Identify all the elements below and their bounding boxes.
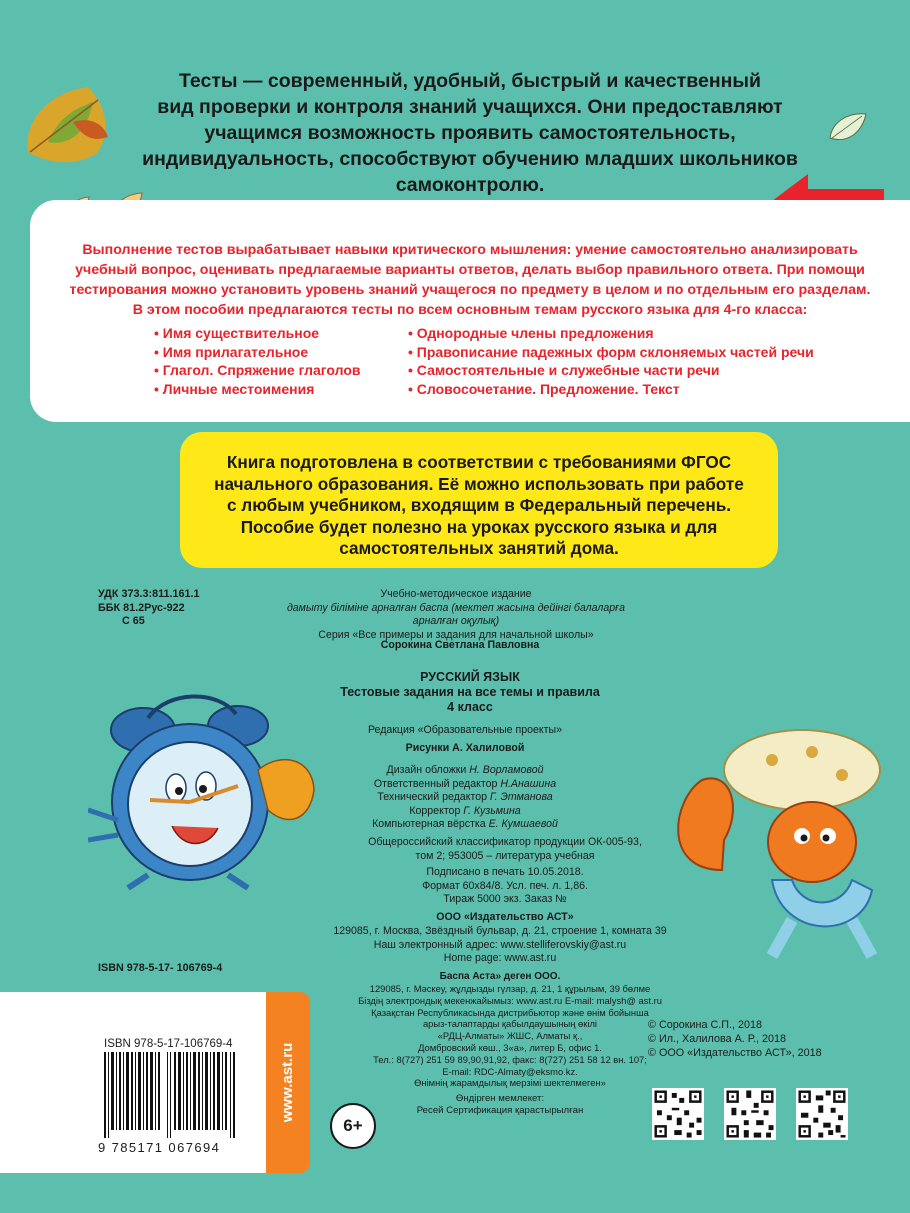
kazakh-line: дамыту бiлiмiне арналған баспа (мектеп жасына дейiнгi балаларға арналған оқулық) bbox=[286, 601, 626, 628]
autumn-leaf-icon bbox=[18, 82, 118, 167]
panel-line: учебный вопрос, оценивать предлагаемые варианты ответов, делать выбор правильного ответа. При помощи bbox=[75, 262, 865, 278]
credit-line: Ответственный редактор Н.Анашина bbox=[373, 777, 557, 790]
kz-line: «РДЦ-Алматы» ЖШС, Алматы қ., bbox=[437, 1030, 583, 1042]
age-rating-badge: 6+ bbox=[330, 1103, 376, 1149]
bbk-code: ББК 81.2Рус-922 bbox=[98, 601, 185, 614]
classifier bbox=[330, 836, 680, 863]
book-subtitle: Тестовые задания на все темы и правила bbox=[340, 685, 600, 699]
edition-type: Учебно-методическое издание bbox=[380, 588, 532, 600]
fgos-text bbox=[190, 452, 768, 560]
topic-item: • Словосочетание. Предложение. Текст bbox=[408, 380, 680, 397]
publisher-line: Home page: www.ast.ru bbox=[443, 952, 557, 965]
intro-line: учащимся возможность проявить самостоятельность, bbox=[204, 122, 736, 144]
topics-left bbox=[154, 324, 360, 398]
credits bbox=[330, 764, 600, 832]
kz-line: Тел.: 8(727) 251 59 89,90,91,92, факс: 8(727) 251 58 12 вн. 107; bbox=[373, 1053, 647, 1065]
alarm-clock-illustration bbox=[88, 690, 324, 890]
fgos-line: Пособие будет полезно на уроках русского языка и для bbox=[240, 516, 718, 537]
intro-text bbox=[120, 68, 820, 198]
udk-code: УДК 373.3:811.161.1 bbox=[98, 588, 200, 600]
panel-line: В этом пособии предлагаются тесты по всем основным темам русского языка для 4-го класса: bbox=[132, 302, 808, 318]
panel-line: Выполнение тестов вырабатывает навыки критического мышления: умение самостоятельно анализировать bbox=[82, 242, 858, 258]
book-grade: 4 класс bbox=[447, 700, 493, 714]
topics-right bbox=[408, 324, 814, 398]
green-leaf-icon bbox=[826, 108, 870, 148]
copyright-line: © Сорокина С.П., 2018 bbox=[648, 1019, 763, 1031]
copyright-block bbox=[648, 1018, 822, 1060]
qr-code-icon bbox=[652, 1088, 704, 1140]
origin-line: Ресей Сертификация қарастырылған bbox=[416, 1105, 584, 1116]
illustrations: Рисунки А. Халиловой bbox=[405, 742, 525, 754]
fgos-line: начального образования. Её можно использовать при работе bbox=[214, 473, 744, 494]
book-title-block bbox=[300, 670, 640, 715]
website-link[interactable] bbox=[266, 992, 310, 1173]
isbn-text: ISBN 978-5-17- 106769-4 bbox=[98, 962, 223, 974]
topic-item: • Глагол. Спряжение глаголов bbox=[154, 362, 361, 379]
topic-item: • Имя прилагательное bbox=[154, 343, 309, 360]
intro-line: индивидуальность, способствуют обучению младших школьников bbox=[142, 148, 798, 170]
info-panel-text bbox=[60, 240, 880, 320]
kz-line: E-mail: RDC-Almaty@eksmo.kz. bbox=[442, 1065, 578, 1077]
kz-line: Домбровский көш., 3«а», литер Б, офис 1. bbox=[418, 1041, 602, 1053]
fgos-line: самостоятельных занятий дома. bbox=[339, 538, 619, 558]
classifier-line: Общероссийский классификатор продукции ОК-005-93, bbox=[368, 836, 642, 848]
print-info bbox=[380, 866, 630, 907]
barcode-icon bbox=[104, 1052, 236, 1138]
barcode-isbn-label: ISBN 978-5-17-106769-4 bbox=[104, 1038, 233, 1050]
qr-code-icon bbox=[796, 1088, 848, 1140]
fgos-line: с любым учебником, входящим в Федеральный перечень. bbox=[226, 495, 732, 515]
copyright-line: © ООО «Издательство АСТ», 2018 bbox=[648, 1047, 822, 1059]
topic-item: • Самостоятельные и служебные части речи bbox=[408, 362, 720, 379]
print-line: Подписано в печать 10.05.2018. bbox=[426, 866, 584, 878]
publisher: ООО «Издательство АСТ» bbox=[436, 911, 574, 923]
topic-item: • Однородные члены предложения bbox=[408, 325, 654, 341]
topic-item: • Имя существительное bbox=[154, 325, 320, 341]
redaction: Редакция «Образовательные проекты» bbox=[367, 724, 563, 736]
print-line: Тираж 5000 экз. Заказ № bbox=[443, 893, 567, 906]
credit-line: Компьютерная вёрстка Е. Кумшаевой bbox=[372, 818, 558, 831]
print-line: Формат 60х84/8. Усл. печ. л. 1,86. bbox=[422, 879, 588, 892]
imprint-header bbox=[272, 588, 640, 642]
panel-line: тестирования можно установить уровень знаний учащегося по предмету в целом и по отдельным его разделам. bbox=[69, 282, 871, 298]
credit-line: Дизайн обложки Н. Ворламовой bbox=[386, 764, 544, 776]
barcode-digits: 9 785171 067694 bbox=[98, 1140, 221, 1155]
topic-item: • Правописание падежных форм склоняемых частей речи bbox=[408, 343, 814, 360]
fgos-line: Книга подготовлена в соответствии с требованиями ФГОС bbox=[226, 452, 732, 472]
book-title: РУССКИЙ ЯЗЫК bbox=[420, 670, 520, 684]
qr-code-icon bbox=[724, 1088, 776, 1140]
publisher-line: Наш электронный адрес: www.stelliferovskiy@ast.ru bbox=[373, 938, 627, 951]
kz-line: Біздің электрондық мекенжайымыз: www.ast.ru E-mail: malysh@ ast.ru bbox=[358, 994, 662, 1006]
website-url: www.ast.ru bbox=[279, 1042, 297, 1123]
author: Сорокина Светлана Павловна bbox=[380, 639, 540, 651]
squirrel-illustration bbox=[662, 720, 906, 960]
kz-line: Өнімнің жарамдылық мерзімі шектелмеген» bbox=[414, 1077, 606, 1089]
intro-line: самоконтролю. bbox=[395, 174, 545, 196]
kz-line: арыз-талаптарды қабылдаушының өкілі bbox=[422, 1018, 598, 1030]
publisher-details bbox=[290, 925, 710, 966]
kz-publisher: Баспа Аста» деген ООО. bbox=[439, 971, 561, 982]
origin bbox=[390, 1093, 610, 1117]
origin-line: Өндірген мемлекет: bbox=[455, 1093, 545, 1104]
kz-line: Қазақстан Республикасында дистрибьютор және өнім бойынша bbox=[371, 1006, 649, 1018]
credit-line: Корректор Г. Кузьмина bbox=[409, 804, 521, 817]
classification-codes bbox=[98, 588, 200, 629]
kz-line: 129085, г. Мәскеу, жұлдызды гүлзар, д. 21, 1 құрылым, 39 бөлме bbox=[369, 983, 651, 994]
publisher-line: 129085, г. Москва, Звёздный бульвар, д. 21, строение 1, комната 39 bbox=[333, 925, 667, 937]
credit-line: Технический редактор Г. Этманова bbox=[377, 791, 553, 804]
topic-item: • Личные местоимения bbox=[154, 380, 315, 397]
intro-line: Тесты — современный, удобный, быстрый и качественный bbox=[178, 70, 762, 92]
copyright-line: © Ил., Халилова А. Р., 2018 bbox=[648, 1033, 786, 1045]
c-code: С 65 bbox=[122, 615, 145, 628]
series: Серия «Все примеры и задания для начальной школы» bbox=[318, 628, 594, 641]
classifier-line: том 2; 953005 – литература учебная bbox=[415, 849, 595, 862]
intro-line: вид проверки и контроля знаний учащихся. Они предоставляют bbox=[157, 96, 783, 118]
